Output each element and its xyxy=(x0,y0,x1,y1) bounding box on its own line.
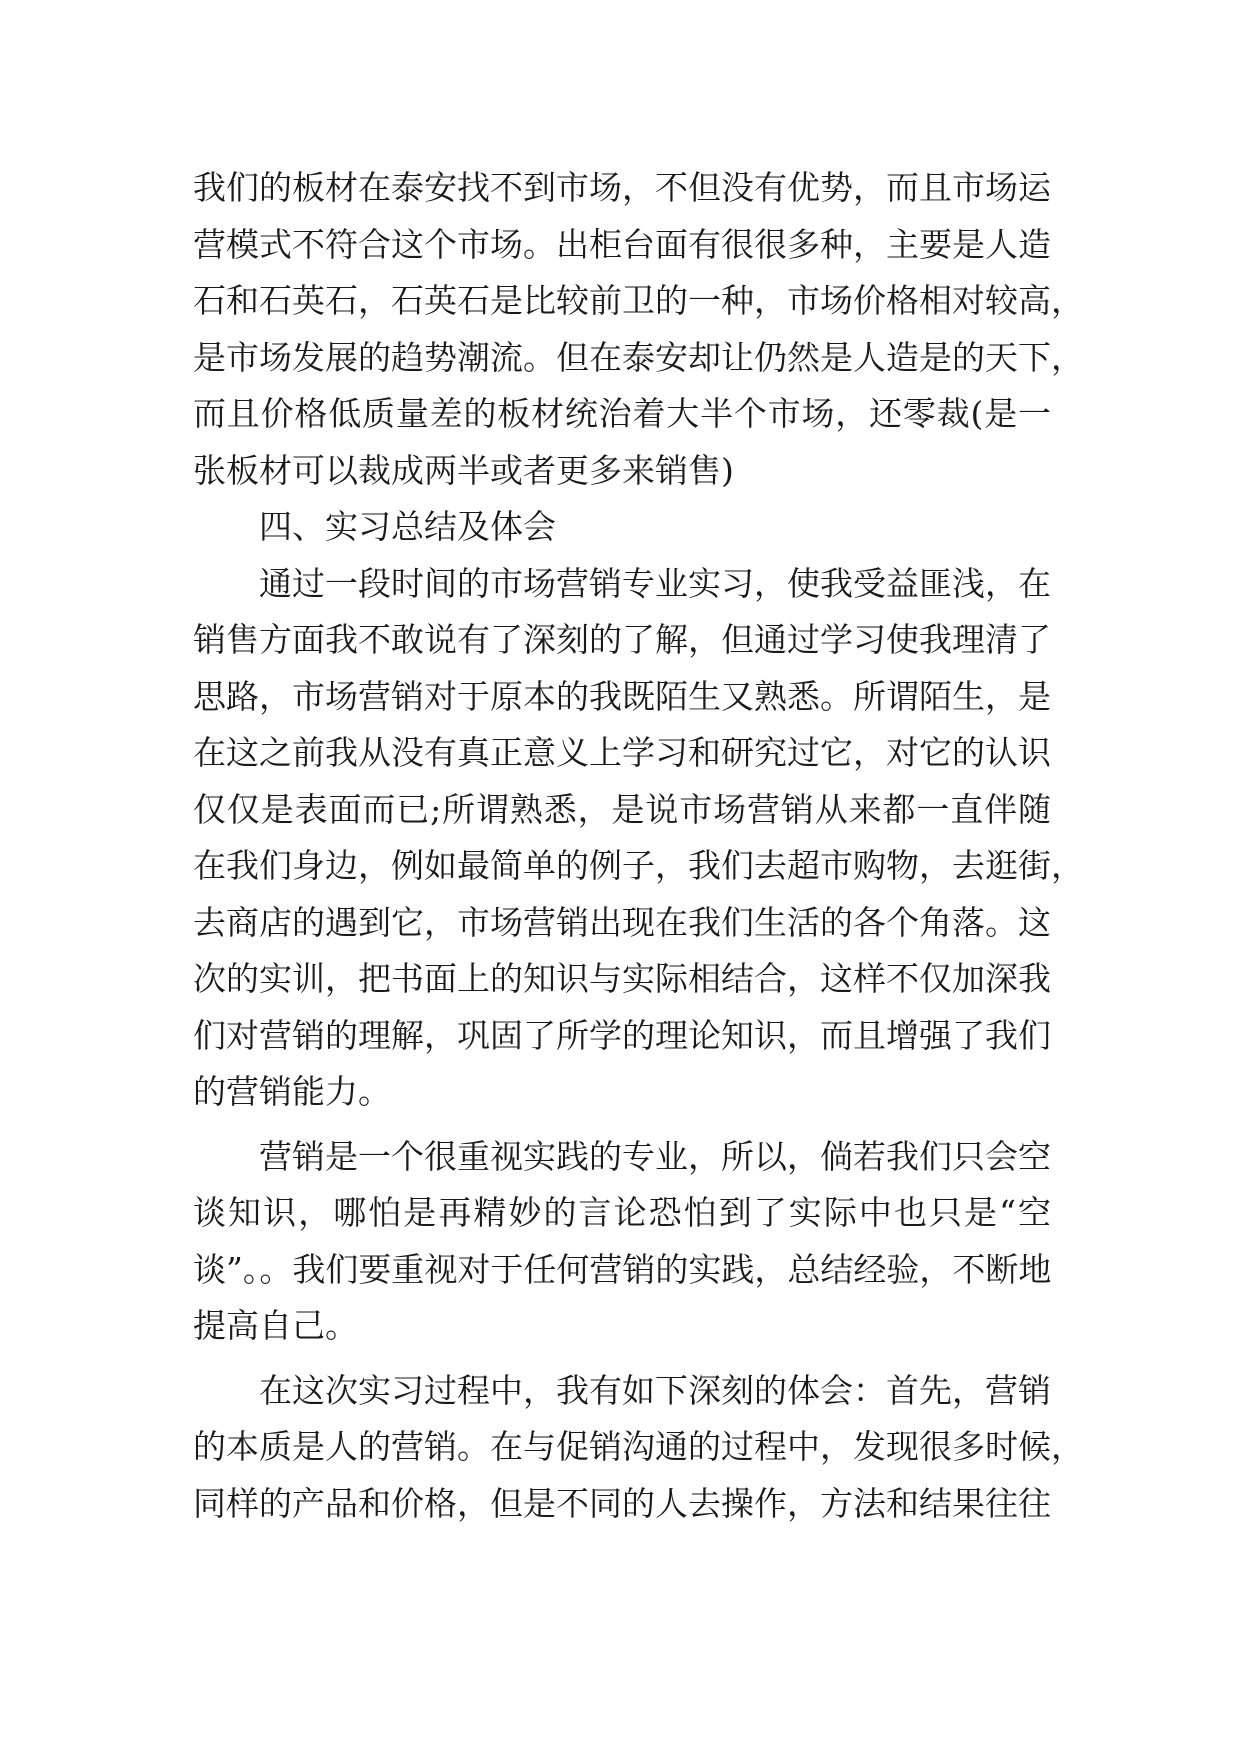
text-line: 四、实习总结及体会 xyxy=(259,507,556,546)
text-line: 营销是一个很重视实践的专业，所以，倘若我们只会空 xyxy=(259,1136,1051,1176)
paragraph-spacing xyxy=(193,1121,1051,1129)
text-line: 在这次实习过程中，我有如下深刻的体会：首先，营销 xyxy=(259,1370,1051,1410)
text-line: 我们的板材在泰安找不到市场，不但没有优势，而且市场运 xyxy=(193,168,1051,207)
text-line: 同样的产品和价格，但是不同的人去操作，方法和结果往往 xyxy=(193,1483,1051,1523)
text-line: 提高自己。 xyxy=(193,1306,358,1345)
text-line: 销售方面我不敢说有了深刻的了解，但通过学习使我理清了 xyxy=(193,620,1051,659)
text-line: 是市场发展的趋势潮流。但在泰安却让仍然是人造是的天下， xyxy=(193,337,1084,377)
document-body xyxy=(193,160,1084,1532)
text-line: 在这之前我从没有真正意义上学习和研究过它，对它的认识 xyxy=(193,733,1051,772)
text-line: 在我们身边，例如最简单的例子，我们去超市购物，去逛街， xyxy=(193,846,1084,885)
paragraph xyxy=(193,1355,1084,1533)
text-line: 的营销能力。 xyxy=(193,1072,391,1111)
paragraph xyxy=(193,1121,1051,1355)
section-heading xyxy=(193,499,1051,556)
text-line: 谈知识，哪怕是再精妙的言论恐怕到了实际中也只是“空 xyxy=(193,1193,1051,1232)
text-line: 石和石英石，石英石是比较前卫的一种，市场价格相对较高， xyxy=(193,281,1084,320)
text-line: 通过一段时间的市场营销专业实习，使我受益匪浅，在 xyxy=(259,563,1051,603)
text-line: 而且价格低质量差的板材统治着大半个市场，还零裁(是一 xyxy=(193,394,1051,433)
text-line: 张板材可以裁成两半或者更多来销售) xyxy=(193,450,734,490)
text-line: 的本质是人的营销。在与促销沟通的过程中，发现很多时候， xyxy=(193,1427,1084,1466)
text-line: 仅仅是表面而已;所谓熟悉，是说市场营销从来都一直伴随 xyxy=(193,789,1051,829)
text-line: 去商店的遇到它，市场营销出现在我们生活的各个角落。这 xyxy=(193,902,1051,942)
paragraph xyxy=(193,556,1084,1121)
text-line: 营模式不符合这个市场。出柜台面有很很多种，主要是人造 xyxy=(193,224,1051,264)
paragraph-spacing xyxy=(193,1355,1051,1363)
text-line: 次的实训，把书面上的知识与实际相结合，这样不仅加深我 xyxy=(193,959,1051,998)
text-line: 们对营销的理解，巩固了所学的理论知识，而且增强了我们 xyxy=(193,1015,1051,1055)
paragraph xyxy=(193,160,1084,499)
text-line: 谈”。。我们要重视对于任何营销的实践，总结经验，不断地 xyxy=(193,1249,1052,1289)
text-line: 思路，市场营销对于原本的我既陌生又熟悉。所谓陌生，是 xyxy=(193,676,1051,716)
